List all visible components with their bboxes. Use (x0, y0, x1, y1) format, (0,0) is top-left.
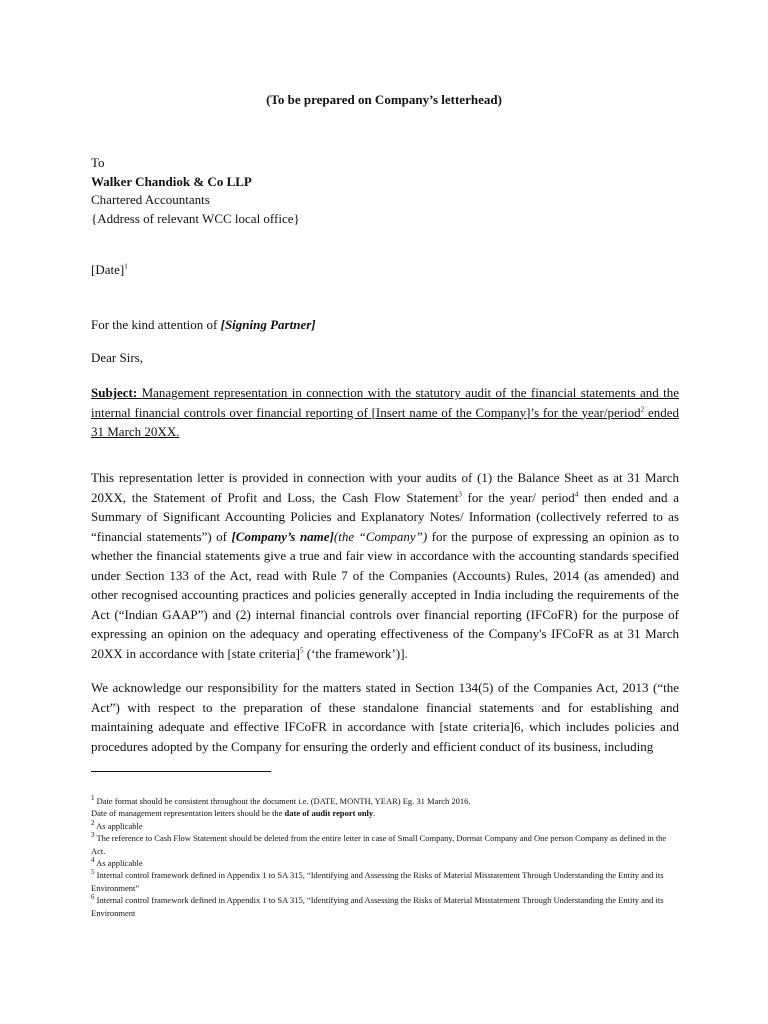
to-label: To (91, 155, 105, 170)
footnote-4 (91, 857, 681, 869)
recipient-name: Walker Chandiok & Co LLP (91, 173, 252, 189)
footnote-ref-2: 2 (640, 405, 645, 414)
footnote-divider (91, 771, 271, 772)
footnote-1-number: 1 (91, 794, 95, 803)
footnote-ref-1: 1 (124, 262, 128, 271)
footnote-1b-bold: date of audit report only (284, 808, 374, 819)
subject-text-1: Management representation in connection with the statutory audit of the financial statements and the internal financial controls over financial reporting of [Insert name of the Company]’s for the year/period (91, 385, 679, 420)
footnote-6-number: 6 (91, 893, 95, 902)
footnote-2 (91, 820, 681, 832)
body-paragraph-2: We acknowledge our responsibility for the matters stated in Section 134(5) of the Companies Act, 2013 (“the Act”) with respect to the preparation of these standalone financial statements and for establishing and maintaining adequate and effective IFCoFR in accordance with [state criteria]6, which includes policies and procedures adopted by the Company for ensuring the orderly and efficient conduct of its business, including (91, 680, 679, 754)
footnote-5-text: Internal control framework defined in Appendix 1 to SA 315, “Identifying and Assessing the Risks of Material Misstatement Through Understanding the Entity and its Environment” (91, 870, 664, 893)
footnote-3-text: The reference to Cash Flow Statement should be deleted from the entire letter in case of Small Company, Dormat Company and One person Company as defined in the Act. (91, 833, 667, 856)
footnote-5-number: 5 (91, 868, 95, 877)
recipient-address: {Address of relevant WCC local office} (91, 210, 300, 226)
attention-prefix: For the kind attention of (91, 317, 221, 332)
footnote-3 (91, 832, 681, 857)
body-paragraph-1 (91, 468, 679, 663)
footnote-4-number: 4 (91, 856, 95, 865)
subject-label: Subject: (91, 385, 138, 400)
footnote-ref-4: 4 (574, 490, 579, 499)
footnote-ref-3: 3 (458, 490, 462, 499)
letterhead-note: (To be prepared on Company’s letterhead) (266, 92, 502, 107)
para1-text-5: (‘the framework’)]. (303, 645, 408, 661)
footnote-1b-text: Date of management representation letters should be the (91, 808, 285, 819)
para1-text-3: then ended and a Summary of Significant Accounting Policies and Explanatory Notes/ Information (collectively referred to as “financial statements”) of (91, 489, 680, 544)
date-line (91, 262, 128, 278)
the-company-definition: (the “Company”) (333, 528, 428, 544)
attention-line (91, 317, 316, 333)
footnote-1b-end: . (373, 808, 376, 819)
footnote-6-text: Internal control framework defined in Appendix 1 to SA 315, “Identifying and Assessing the Risks of Material Misstatement Through Understanding the Entity and its Environment (91, 895, 664, 918)
signing-partner: [Signing Partner] (220, 317, 316, 332)
recipient-block (91, 154, 300, 228)
footnote-ref-5: 5 (299, 646, 304, 655)
date-text: [Date] (91, 262, 125, 277)
para1-text-1: This representation letter is provided in connection with your audits of (1) the Balance Sheet as at 31 March 20XX, the Statement of Profit and Loss, the Cash Flow Statement (91, 470, 679, 505)
company-name-placeholder: [Company’s name] (231, 528, 334, 544)
footnote-3-number: 3 (91, 831, 95, 840)
footnote-5 (91, 869, 681, 894)
para1-text-2: for the year/ period (461, 489, 575, 505)
footnote-1 (91, 795, 681, 807)
footnote-2-text: As applicable (94, 820, 143, 831)
footnotes (91, 795, 681, 919)
footnote-4-text: As applicable (94, 858, 143, 869)
subject-text-2: ended 31 March 20XX. (91, 404, 679, 439)
footnote-2-number: 2 (91, 818, 95, 827)
subject-paragraph (91, 383, 679, 442)
footnote-1-text: Date format should be consistent throughout the document i.e. (DATE, MONTH, YEAR) Eg. 31 March 2016. (94, 796, 471, 806)
salutation: Dear Sirs, (91, 350, 143, 365)
footnote-6 (91, 894, 681, 919)
para1-text-4: for the purpose of expressing an opinion as to whether the financial statements give a true and fair view in accordance with the accounting standards specified under Section 133 of the Act, read with Rule 7 of the Companies (Accounts) Rules, 2014 (as amended) and other recognised accounting practices and policies generally accepted in India including the requirements of the Act (“Indian GAAP”) and (2) internal financial controls over financial reporting (IFCoFR) for the purpose of expressing an opinion on the adequacy and operating effectiveness of the Company's IFCoFR as at 31 March 20XX in accordance with [state criteria] (91, 528, 679, 661)
footnote-1b (91, 807, 681, 819)
recipient-title: Chartered Accountants (91, 192, 210, 207)
